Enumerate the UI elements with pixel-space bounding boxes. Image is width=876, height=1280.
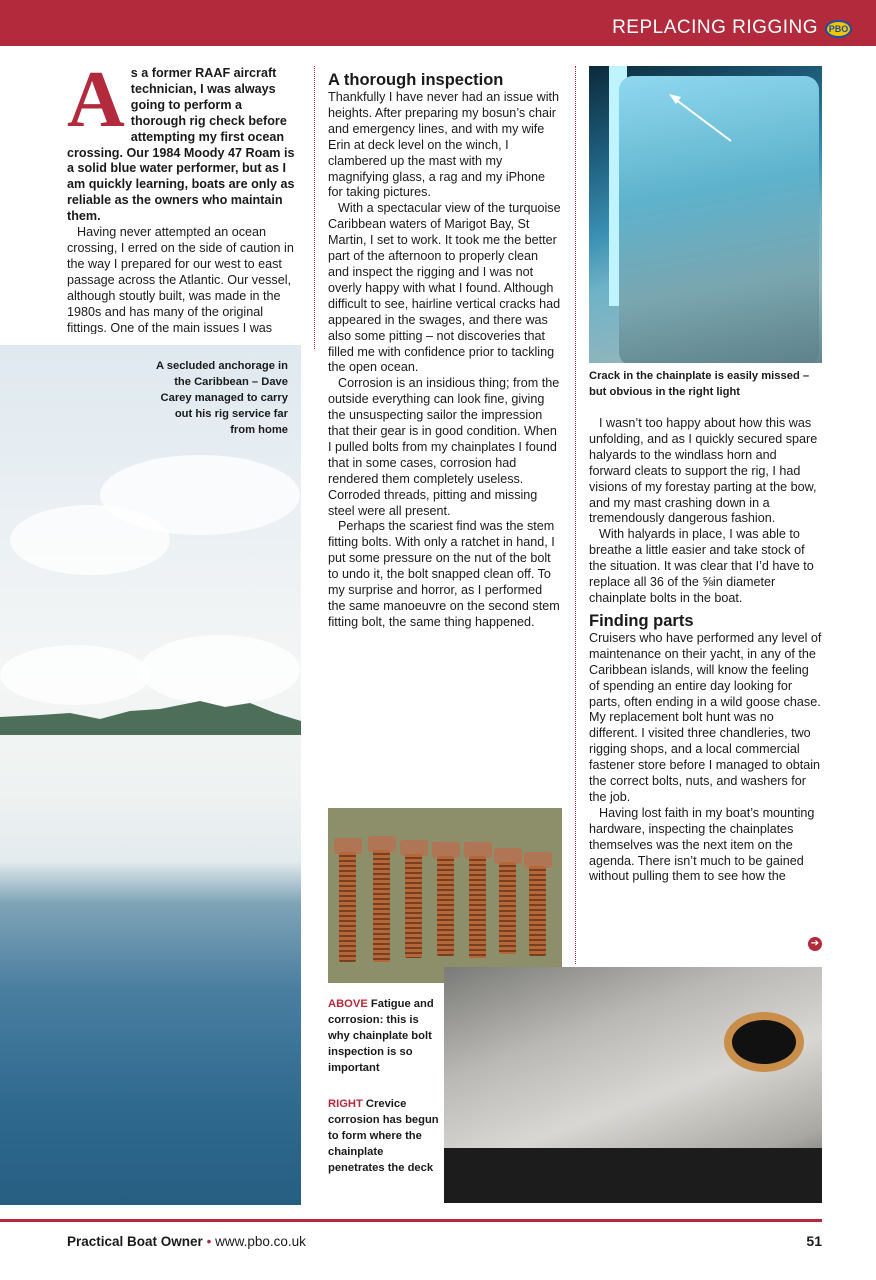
article-subheading: A thorough inspection <box>328 71 504 89</box>
crack-caption: Crack in the chainplate is easily missed – but obvious in the right light <box>589 370 810 398</box>
article-paragraph: Having lost faith in my boat’s mounting hardware, inspecting the chainplates themselves was the next item on the agenda. There isn’t much to be gained without pulling them to see how the <box>589 805 815 884</box>
arrow-right-icon: ➔ <box>808 937 822 951</box>
footer-separator: • <box>206 1234 212 1249</box>
caption-key: ABOVE <box>328 998 368 1010</box>
article-paragraph: With a spectacular view of the turquoise Caribbean waters of Marigot Bay, St Martin, I set to work. It took me the better part of the afternoon to properly clean and inspect the rigging and I was not overly happy with what I found. Although difficult to see, hairline vertical cracks had appeared in the swages, and there was also some pitting – not discoveries that filled me with confidence prior to tackling the open ocean. <box>328 201 561 375</box>
footer-publication <box>67 1234 306 1249</box>
article-subheading: Finding parts <box>589 611 694 630</box>
intro-text: s a former RAAF aircraft technician, I was always going to perform a thorough rig check before attempting my first ocean crossing. Our 1984 Moody 47 Roam is a solid blue water performer, but as I am quickly learning, boats are only as reliable as the owners who maintain them. <box>67 66 295 224</box>
article-paragraph: Thankfully I have never had an issue with heights. After preparing my bosun’s chair and emergency lines, and with my wife Erin at deck level on the winch, I clambered up the mast with my magnifying glass, a rag and my iPhone for taking pictures. <box>328 90 560 200</box>
drop-cap: A <box>67 66 125 144</box>
arrow-pointer-icon <box>589 66 822 363</box>
corroded-bolts-photo <box>328 808 562 983</box>
article-column-2 <box>328 66 562 796</box>
publication-name: Practical Boat Owner <box>67 1234 203 1249</box>
section-title: REPLACING RIGGING <box>612 17 818 38</box>
article-paragraph: With halyards in place, I was able to breathe a little easier and take stock of the situation. It was clear that I’d have to replace all 36 of the ⅝in diameter chainplate bolts in the boat. <box>589 527 814 605</box>
caption-key: RIGHT <box>328 1098 363 1110</box>
column-divider <box>314 66 315 349</box>
footer-url: www.pbo.co.uk <box>215 1234 306 1249</box>
crevice-corrosion-photo <box>444 967 822 1203</box>
article-paragraph: Having never attempted an ocean crossing, I erred on the side of caution in the way I prepared for our west to east passage across the Atlantic. Our vessel, although stoutly built, was made in the 1980s and has many of the original fittings. One of the main issues I was <box>67 225 294 334</box>
anchorage-caption: A secluded anchorage in the Caribbean – Dave Carey managed to carry out his rig service far from home <box>155 360 288 436</box>
article-column-3 <box>589 416 822 956</box>
pbo-logo: PBO <box>825 20 852 38</box>
column-divider <box>575 66 576 964</box>
page-number: 51 <box>806 1233 822 1249</box>
chainplate-crack-photo <box>589 66 822 363</box>
footer-rule <box>0 1219 822 1222</box>
island-silhouette <box>0 695 301 735</box>
article-paragraph: Corrosion is an insidious thing; from the outside everything can look fine, giving the unsuspecting sailor the impression that their gear is in good condition. When I pulled bolts from my chainplates I found that in some cases, corrosion had rendered them completely useless. Corroded threads, pitting and missing steel were all present. <box>328 376 560 518</box>
article-paragraph: I wasn’t too happy about how this was unfolding, and as I quickly secured spare halyards to the windlass horn and forward cleats to support the rig, I had visions of my forestay parting at the bow, and my mast crashing down in a tremendously dangerous fashion. <box>589 416 818 526</box>
anchorage-photo <box>0 345 301 1205</box>
article-paragraph: Perhaps the scariest find was the stem fitting bolts. With only a ratchet in hand, I put some pressure on the nut of the bolt to undo it, the bolt snapped clean off. To my surprise and horror, as I performed the same manoeuvre on the second stem fitting bolt, the same thing happened. <box>328 519 560 629</box>
article-paragraph: Cruisers who have performed any level of maintenance on their yacht, in any of the Caribbean islands, will know the feeling of spending an entire day looking for parts, often ending in a wild goose chase. My replacement bolt hunt was no different. I visited three chandleries, two rigging shops, and a local commercial fastener store before I managed to obtain the correct bolts, nuts, and washers for the job. <box>589 630 822 804</box>
bolts-caption <box>328 996 440 1076</box>
deck-caption <box>328 1096 440 1176</box>
article-intro <box>67 66 295 225</box>
caption-text: Crevice corrosion has begun to form where the chainplate penetrates the deck <box>328 1098 439 1174</box>
article-column-1 <box>67 66 295 334</box>
caption-text: Fatigue and corrosion: this is why chainplate bolt inspection is so important <box>328 998 434 1074</box>
